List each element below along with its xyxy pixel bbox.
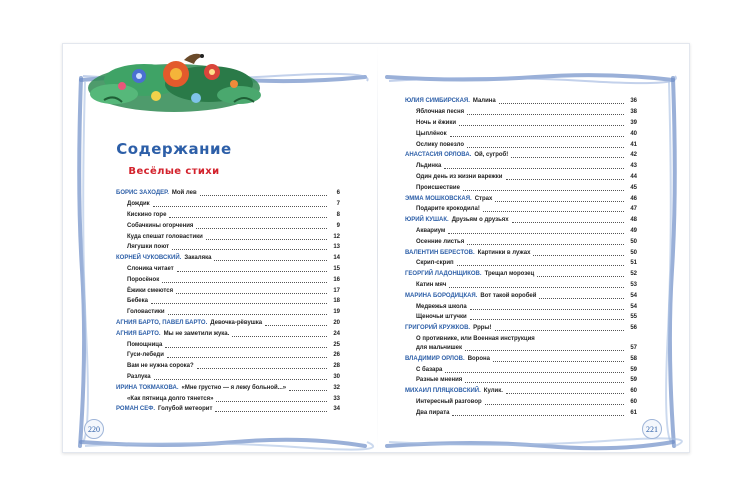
page-ref: 32 bbox=[333, 384, 340, 391]
author-name: ЭММА МОШКОВСКАЯ. bbox=[405, 195, 472, 202]
dot-leader bbox=[444, 168, 624, 169]
author-name: ГРИГОРИЙ КРУЖКОВ. bbox=[405, 325, 471, 332]
toc-entry-author[interactable] bbox=[405, 195, 637, 204]
poem-title: Осенние листья bbox=[416, 238, 465, 245]
dot-leader bbox=[506, 393, 624, 394]
toc-entry-poem[interactable] bbox=[116, 351, 340, 360]
toc-left-list bbox=[116, 189, 340, 416]
page-ref: 44 bbox=[630, 173, 637, 180]
toc-entry-poem[interactable] bbox=[116, 297, 340, 306]
poem-title: Медвежья школа bbox=[416, 303, 467, 310]
dot-leader bbox=[467, 114, 624, 115]
page-ref: 17 bbox=[333, 287, 340, 294]
page-ref: 33 bbox=[333, 395, 340, 402]
author-name: МАРИНА БОРОДИЦКАЯ. bbox=[405, 292, 478, 299]
dot-leader bbox=[449, 287, 624, 288]
dot-leader bbox=[265, 325, 327, 326]
page-ref: 41 bbox=[630, 141, 637, 148]
toc-entry-poem[interactable] bbox=[116, 373, 340, 382]
dot-leader bbox=[537, 276, 624, 277]
page-ref: 12 bbox=[333, 233, 340, 240]
toc-entry-poem[interactable] bbox=[405, 205, 637, 214]
poem-title: Ррры! bbox=[473, 325, 492, 332]
author-name: ЮРИЙ КУШАК. bbox=[405, 217, 449, 224]
poem-title: Два пирата bbox=[416, 409, 450, 416]
page-ref: 26 bbox=[333, 352, 340, 359]
poem-title: Мой лев bbox=[171, 190, 197, 197]
poem-title: Скрип-скрип bbox=[416, 260, 454, 267]
book-gutter bbox=[377, 44, 378, 452]
dot-leader bbox=[289, 390, 327, 391]
poem-title: Льдинка bbox=[416, 163, 442, 170]
dot-leader bbox=[493, 361, 624, 362]
page-ref: 38 bbox=[630, 109, 637, 116]
poem-title: «Как пятница долго тянется» bbox=[127, 395, 214, 402]
toc-entry-poem[interactable] bbox=[405, 108, 637, 117]
toc-entry-poem[interactable] bbox=[405, 376, 637, 385]
poem-title: Разные мнения bbox=[416, 377, 463, 384]
floral-ornament-with-bird bbox=[84, 40, 264, 126]
page-number-left: 220 bbox=[84, 419, 104, 439]
page-ref: 61 bbox=[630, 409, 637, 416]
dot-leader bbox=[457, 265, 624, 266]
page-ref: 16 bbox=[333, 276, 340, 283]
page-ref: 60 bbox=[630, 398, 637, 405]
page-ref: 6 bbox=[336, 190, 340, 197]
toc-entry-author[interactable] bbox=[405, 216, 637, 225]
toc-entry-poem[interactable] bbox=[116, 222, 340, 231]
poem-title: Происшествие bbox=[416, 184, 460, 191]
poem-title: Вам не нужна сорока? bbox=[127, 363, 194, 370]
page-ref: 13 bbox=[333, 244, 340, 251]
toc-entry-poem[interactable] bbox=[116, 395, 340, 404]
page-ref: 50 bbox=[630, 249, 637, 256]
dot-leader bbox=[162, 282, 327, 283]
toc-entry-poem[interactable] bbox=[405, 366, 637, 375]
toc-entry-poem[interactable] bbox=[405, 130, 637, 139]
page-ref: 28 bbox=[333, 363, 340, 370]
toc-entry-poem[interactable] bbox=[405, 173, 637, 182]
page-ref: 49 bbox=[630, 227, 637, 234]
poem-title: Яблочная песня bbox=[416, 109, 465, 116]
page-ref: 45 bbox=[630, 184, 637, 191]
toc-entry-author[interactable] bbox=[405, 151, 637, 160]
page-ref: 18 bbox=[333, 298, 340, 305]
poem-title: Цыплёнок bbox=[416, 130, 447, 137]
dot-leader bbox=[450, 136, 624, 137]
dot-leader bbox=[539, 298, 624, 299]
poem-title: Вот такой воробей bbox=[480, 292, 537, 299]
poem-title: Интересный разговор bbox=[416, 398, 482, 405]
toc-entry-poem[interactable] bbox=[405, 119, 637, 128]
toc-entry-poem[interactable] bbox=[405, 313, 637, 322]
toc-entry-poem[interactable] bbox=[405, 259, 637, 268]
toc-entry-author[interactable] bbox=[116, 319, 340, 328]
page-ref: 50 bbox=[630, 238, 637, 245]
dot-leader bbox=[214, 260, 327, 261]
author-name: АГНИЯ БАРТО, ПАВЕЛ БАРТО. bbox=[116, 319, 208, 326]
page-ref: 15 bbox=[333, 265, 340, 272]
dot-leader bbox=[465, 382, 624, 383]
poem-title: Один день из жизни варежки bbox=[416, 173, 503, 180]
toc-entry-poem[interactable] bbox=[405, 162, 637, 171]
dot-leader bbox=[483, 211, 624, 212]
page-ref: 58 bbox=[630, 355, 637, 362]
dot-leader bbox=[512, 222, 624, 223]
toc-entry-poem[interactable] bbox=[405, 398, 637, 407]
dot-leader bbox=[499, 103, 624, 104]
poem-title: Малина bbox=[472, 98, 496, 105]
author-name: ГЕОРГИЙ ЛАДОНЩИКОВ. bbox=[405, 271, 482, 278]
poem-title: Ёжики смеются bbox=[127, 287, 174, 294]
dot-leader bbox=[172, 249, 327, 250]
author-name: ВЛАДИМИР ОРЛОВ. bbox=[405, 355, 465, 362]
dot-leader bbox=[196, 228, 327, 229]
toc-entry-author[interactable] bbox=[405, 292, 637, 301]
dot-leader bbox=[495, 201, 624, 202]
poem-title: Подарите крокодила! bbox=[416, 206, 480, 213]
page-ref: 36 bbox=[630, 98, 637, 105]
dot-leader bbox=[495, 330, 624, 331]
contents-heading: Содержание bbox=[116, 140, 232, 158]
poem-title: Девочка-рёвушка bbox=[210, 319, 263, 326]
poem-title: Кулик. bbox=[483, 388, 503, 395]
dot-leader bbox=[176, 293, 327, 294]
poem-title: Дождик bbox=[127, 201, 150, 208]
toc-entry-poem[interactable] bbox=[116, 308, 340, 317]
poem-title: Головастики bbox=[127, 309, 165, 316]
author-name: КОРНЕЙ ЧУКОВСКИЙ. bbox=[116, 255, 182, 262]
dot-leader bbox=[151, 303, 327, 304]
dot-leader bbox=[463, 190, 624, 191]
toc-entry-poem[interactable] bbox=[116, 276, 340, 285]
page-ref: 43 bbox=[630, 163, 637, 170]
poem-title: Гуси-лебеди bbox=[127, 352, 164, 359]
toc-entry-poem[interactable] bbox=[405, 227, 637, 236]
dot-leader bbox=[216, 401, 327, 402]
dot-leader bbox=[206, 239, 327, 240]
page-ref: 56 bbox=[630, 325, 637, 332]
page-ref: 9 bbox=[336, 222, 340, 229]
poem-title: Слоника читает bbox=[127, 265, 174, 272]
toc-entry-poem[interactable] bbox=[405, 303, 637, 312]
page-ref: 60 bbox=[630, 388, 637, 395]
poem-title: Ой, сугроб! bbox=[474, 152, 509, 159]
poem-title: Мы не заметили жука. bbox=[163, 330, 230, 337]
page-ref: 52 bbox=[630, 271, 637, 278]
toc-entry-author[interactable] bbox=[116, 189, 340, 198]
dot-leader bbox=[467, 147, 624, 148]
dot-leader bbox=[168, 314, 327, 315]
poem-title: для мальчишек bbox=[416, 344, 462, 351]
page-ref: 8 bbox=[336, 211, 340, 218]
toc-entry-poem[interactable] bbox=[116, 233, 340, 242]
dot-leader bbox=[154, 379, 327, 380]
poem-title: Картинки в лужах bbox=[477, 249, 531, 256]
dot-leader bbox=[232, 336, 327, 337]
page-ref: 20 bbox=[333, 319, 340, 326]
page-ref: 34 bbox=[333, 406, 340, 413]
page-ref: 57 bbox=[630, 344, 637, 351]
poem-title: «Мне грустно — я лежу больной...» bbox=[181, 384, 287, 391]
page-ref: 24 bbox=[333, 330, 340, 337]
dot-leader bbox=[470, 319, 624, 320]
author-name: РОМАН СЕФ. bbox=[116, 406, 156, 413]
page-ref: 30 bbox=[333, 373, 340, 380]
page-ref: 46 bbox=[630, 195, 637, 202]
toc-entry-author[interactable] bbox=[405, 355, 637, 364]
poem-title: Щеночьи штучки bbox=[416, 314, 467, 321]
toc-entry-author[interactable] bbox=[405, 324, 637, 333]
dot-leader bbox=[200, 195, 327, 196]
poem-title: Куда спешат головастики bbox=[127, 233, 203, 240]
dot-leader bbox=[470, 309, 624, 310]
dot-leader bbox=[169, 217, 327, 218]
toc-entry-author[interactable] bbox=[405, 249, 637, 258]
poem-title: Поросёнок bbox=[127, 276, 160, 283]
poem-title: Лягушки поют bbox=[127, 244, 170, 251]
poem-title: Помощница bbox=[127, 341, 163, 348]
poem-title: Аквариум bbox=[416, 227, 446, 234]
poem-title-line: О противнике, или Военная инструкция bbox=[416, 335, 535, 342]
page-number-right: 221 bbox=[642, 419, 662, 439]
toc-entry-poem[interactable] bbox=[405, 409, 637, 418]
page-ref: 40 bbox=[630, 130, 637, 137]
dot-leader bbox=[448, 233, 624, 234]
page-ref: 42 bbox=[630, 152, 637, 159]
author-name: МИХАИЛ ПЛЯЦКОВСКИЙ. bbox=[405, 388, 481, 395]
dot-leader bbox=[445, 372, 624, 373]
dot-leader bbox=[485, 404, 624, 405]
author-name: ВАЛЕНТИН БЕРЕСТОВ. bbox=[405, 249, 475, 256]
poem-title: Друзьям о друзьях bbox=[451, 217, 509, 224]
dot-leader bbox=[506, 179, 625, 180]
page-ref: 51 bbox=[630, 260, 637, 267]
dot-leader bbox=[467, 244, 624, 245]
page-ref: 19 bbox=[333, 309, 340, 316]
toc-entry-author[interactable] bbox=[116, 254, 340, 263]
page-ref: 14 bbox=[333, 255, 340, 262]
toc-entry-poem[interactable] bbox=[405, 335, 637, 353]
page-ref: 53 bbox=[630, 281, 637, 288]
poem-title: Катин мяч bbox=[416, 281, 447, 288]
toc-entry-poem[interactable] bbox=[116, 341, 340, 350]
toc-entry-poem[interactable] bbox=[405, 184, 637, 193]
page-ref: 25 bbox=[333, 341, 340, 348]
page-ref: 54 bbox=[630, 303, 637, 310]
toc-entry-author[interactable] bbox=[405, 270, 637, 279]
page-ref: 55 bbox=[630, 314, 637, 321]
dot-leader bbox=[177, 271, 327, 272]
author-name: АГНИЯ БАРТО. bbox=[116, 330, 161, 337]
dot-leader bbox=[465, 350, 624, 351]
section-heading: Весёлые стихи bbox=[128, 166, 220, 177]
page-ref: 59 bbox=[630, 366, 637, 373]
dot-leader bbox=[459, 125, 624, 126]
dot-leader bbox=[511, 157, 624, 158]
poem-title: С базара bbox=[416, 366, 443, 373]
page-ref: 59 bbox=[630, 377, 637, 384]
toc-entry-author[interactable] bbox=[116, 330, 340, 339]
toc-entry-poem[interactable] bbox=[116, 265, 340, 274]
toc-entry-poem[interactable] bbox=[116, 243, 340, 252]
poem-title: Ворона bbox=[467, 355, 490, 362]
toc-entry-poem[interactable] bbox=[116, 200, 340, 209]
dot-leader bbox=[197, 368, 327, 369]
poem-title: Ночь и ёжики bbox=[416, 119, 457, 126]
toc-entry-poem[interactable] bbox=[405, 141, 637, 150]
dot-leader bbox=[533, 255, 624, 256]
page-ref: 39 bbox=[630, 119, 637, 126]
toc-entry-poem[interactable] bbox=[405, 238, 637, 247]
poem-title: Страх bbox=[474, 195, 493, 202]
toc-entry-poem[interactable] bbox=[116, 211, 340, 220]
toc-entry-author[interactable] bbox=[116, 405, 340, 414]
page-ref: 54 bbox=[630, 292, 637, 299]
page-ref: 7 bbox=[336, 201, 340, 208]
toc-entry-author[interactable] bbox=[405, 387, 637, 396]
author-name: БОРИС ЗАХОДЕР. bbox=[116, 190, 169, 197]
toc-entry-author[interactable] bbox=[116, 384, 340, 393]
toc-entry-poem[interactable] bbox=[116, 287, 340, 296]
toc-entry-poem[interactable] bbox=[116, 362, 340, 371]
dot-leader bbox=[452, 415, 624, 416]
poem-title: Голубой метеорит bbox=[158, 406, 213, 413]
poem-title: Собачкины огорчения bbox=[127, 222, 194, 229]
poem-title: Разлука bbox=[127, 373, 151, 380]
author-name: ЮЛИЯ СИМБИРСКАЯ. bbox=[405, 98, 470, 105]
poem-title: Трещал морозец bbox=[484, 271, 535, 278]
toc-entry-poem[interactable] bbox=[405, 281, 637, 290]
dot-leader bbox=[165, 347, 327, 348]
author-name: ИРИНА ТОКМАКОВА. bbox=[116, 384, 179, 391]
dot-leader bbox=[167, 357, 327, 358]
poem-title: Закаляка bbox=[184, 255, 212, 262]
poem-title: Кискино горе bbox=[127, 211, 167, 218]
toc-entry-author[interactable] bbox=[405, 97, 637, 106]
dot-leader bbox=[215, 411, 327, 412]
page-ref: 47 bbox=[630, 206, 637, 213]
page-ref: 48 bbox=[630, 217, 637, 224]
poem-title: Ослику повезло bbox=[416, 141, 465, 148]
poem-title: Бебека bbox=[127, 298, 148, 305]
dot-leader bbox=[153, 206, 327, 207]
toc-right-list bbox=[405, 97, 637, 420]
author-name: АНАСТАСИЯ ОРЛОВА. bbox=[405, 152, 472, 159]
